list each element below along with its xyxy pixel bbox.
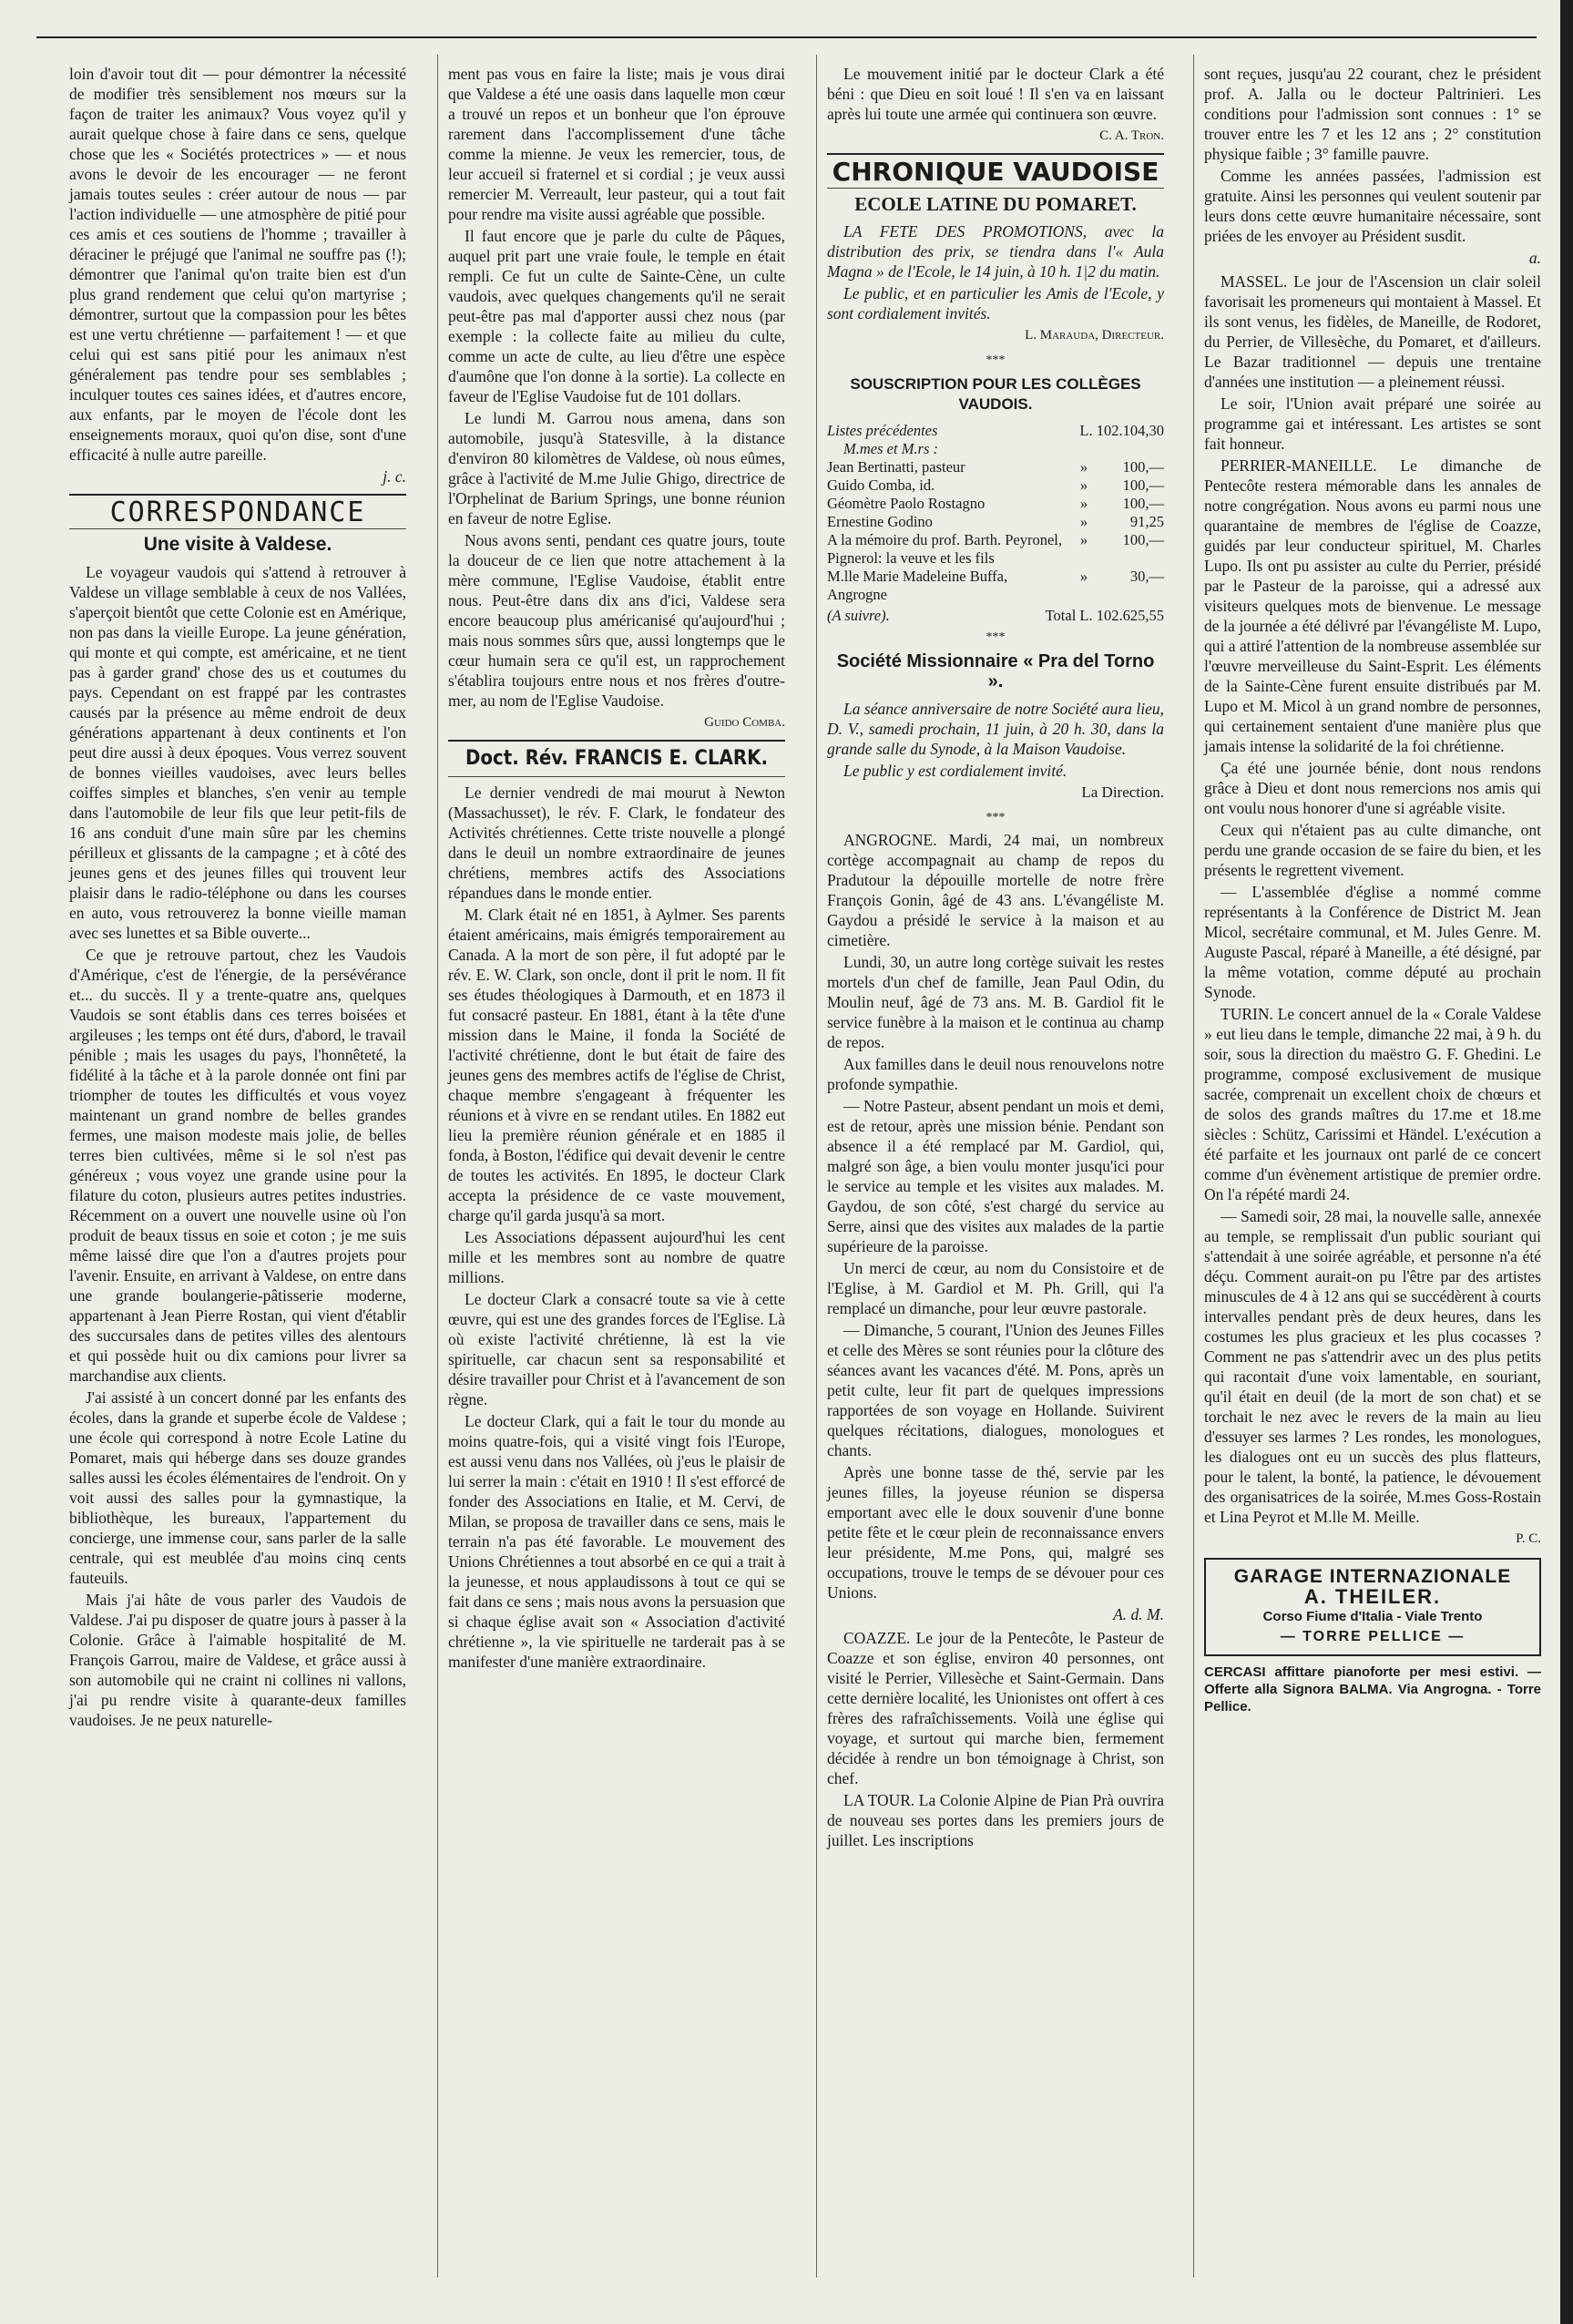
article-paragraph: M. Clark était né en 1851, à Aylmer. Ses parents étaient américains, mais émigrés temporairement au Canada. A la mort de son père, il fut adopté par le rév. E. W. Clark, son oncle, dont il prit le nom. Il fit ses études théologiques à Darmouth, et en 1873 il fut consacré pasteur. En 1881, étant à la tête d'une mission dans le Maine, il fonda la Société de l'activité chrétienne, dont le but était de faire des jeunes gens des membres actifs de l'église de Christ, chaque membre s'engageant à fréquenter les réunions et à vivre en se rendant utiles. En 1882 eut lieu la première réunion générale et en 1885 il fonda, à Boston, l'édifice qui devait devenir le centre de toutes les activités. En 1895, le docteur Clark accepta la présidence de ce vaste mouvement, charge qu'il garda jusqu'à sa mort. (448, 906, 785, 1224)
article-paragraph: Ceux qui n'étaient pas au culte dimanche, ont perdu une grande occasion de se faire du bien, et les présents le regrettent vivement. (1204, 821, 1541, 879)
subscription-donor: Ernestine Godino (827, 513, 933, 530)
subscription-donor: M.lle Marie Madeleine Buffa, Angrogne (827, 568, 1008, 603)
list-header (827, 422, 1164, 440)
list-header-amount: L. 102.104,30 (1079, 422, 1164, 439)
article-paragraph: Le dernier vendredi de mai mourut à Newton (Massachusset), le rév. F. Clark, le fondateur des Activités chrétiennes. Cette triste nouvelle a plongé dans le deuil un nombre extraordinaire de jeunes chrétiens, membres actifs des Associations répandues dans le monde entier. (448, 783, 785, 902)
section-title: CORRESPONDANCE (109, 497, 366, 528)
article-paragraph: Aux familles dans le deuil nous renouvelons notre profonde sympathie. (827, 1055, 1164, 1093)
total-amount: Total L. 102.625,55 (1045, 607, 1164, 624)
subscription-donor: Guido Comba, id. (827, 476, 935, 494)
article-paragraph: Le public, et en particulier les Amis de l'Ecole, y sont cordialement invités. (827, 284, 1164, 322)
article-paragraph: TURIN. Le concert annuel de la « Corale Valdese » eut lieu dans le temple, dimanche 22 mai, à 9 h. du soir, sous la direction du maëstro G. F. Ghedini. Le programme, composé exclusivement de musique sacrée, comprenait un excellent choix de chœurs et de solos des grands maîtres du 17.me et 18.me siècles : Schütz, Carissimi et Händel. L'exécution a été parfaite et les journaux ont parlé de ce concert comme d'un évènement artistique de premier ordre. On l'a répété mardi 24. (1204, 1005, 1541, 1203)
signature: a. (1528, 249, 1541, 267)
article-paragraph: — Samedi soir, 28 mai, la nouvelle salle, annexée au temple, se remplissait d'un public souriant qui s'attendait à une soirée agréable, et personne n'a été déçu. Comment aurait-on pu l'être par des artistes minuscules de 4 à 12 ans qui se succédèrent à courts intervalles pendant près de deux heures, dans les costumes les plus gracieux et les plus cocasses ? Comment ne pas s'attendrir avec un des plus petits qui racontait d'une voix lamentable, en souriant, qu'il était en deuil (de la mort de son chat) et se torchait le nez avec le revers de la main au lieu d'essuyer ses larmes ? Les rondes, les monologues, les dialogues ont eu un succès des plus flatteurs, pour le talent, la bonté, la patience, le dévouement des organisatrices de la soirée, M.mes Goss-Rostain et Lina Peyrot et M.lle M. Meille. (1204, 1207, 1541, 1526)
ad-address: Corso Fiume d'Italia - Viale Trento (1262, 1609, 1483, 1624)
section-rule (69, 528, 406, 529)
section-rule (69, 494, 406, 496)
separator-stars: *** (986, 811, 1006, 824)
subscription-amount: 30,— (1129, 568, 1164, 585)
ad-town: — TORRE PELLICE — (1280, 1629, 1466, 1644)
subscription-ditto-mark: » (1079, 495, 1088, 512)
article-paragraph: La séance anniversaire de notre Société aura lieu, D. V., samedi prochain, 11 juin, à 20 h. 30, dans la grande salle du Synode, à la Maison Vaudoise. (827, 700, 1164, 758)
article-paragraph: loin d'avoir tout dit — pour démontrer la nécessité de modifier très sensiblement nos mœurs sur la façon de traiter les animaux? Vous voyez qu'il y aurait quelque chose à faire dans ce sens, quelque chose que les « Sociétés protectrices » — et nous avons le devoir de les encourager — ne feront jamais toutes seules : créer autour de nous — par l'action individuelle — une atmosphère de pitié pour ces amis et ces soutiens de l'homme ; travailler à déraciner le préjugé que l'animal ne souffre pas (!); démontrer que l'animal qu'on traite bien est d'un plus grand rendement que celui qu'on martyrise ; démontrer, surtout que la compassion pour les bêtes est une vertu chrétienne — parfaitement ! — et que celui qui est sans pitié pour les animaux n'est généralement pas tendre pour ses semblables ; inculquer toutes ces saines idées, et d'autres encore, aux enfants, par le moyen de l'école dont les enseignements moraux, quoi qu'on dise, sont d'une efficacité à nulle autre pareille. (69, 65, 406, 464)
subscription-ditto-mark: » (1079, 476, 1088, 494)
article-paragraph: Ça été une journée bénie, dont nous rendons grâce à Dieu et dont nous remercions nos amis qui ont voulu nous honorer d'une si agréable visite. (1204, 759, 1541, 817)
signature: C. A. Tron. (1099, 128, 1164, 143)
article-paragraph: Mais j'ai hâte de vous parler des Vaudois de Valdese. J'ai pu disposer de quatre jours à passer à la Colonie. Grâce à l'aimable hospitalité de M. François Garrou, maire de Valdese, et grâce aussi à son automobile qui ne craint ni collines ni vallons, j'ai pu rendre visite à quarante-deux familles vaudoises. Je ne peux naturelle- (69, 1591, 406, 1729)
article-paragraph: PERRIER-MANEILLE. Le dimanche de Pentecôte restera mémorable dans les annales de notre congrégation. Nous avons eu parmi nous une quarantaine de membres de l'église de Coazze, guidés par leur conducteur spirituel, M. Charles Lupo. Ils ont pu assister au culte du Perrier, présidé par le Pasteur de la paroisse, qui a adressé aux visiteurs quelques mots de bienvenue. Le message de la journée a été délivré par l'évangéliste M. Lupo, qui a attiré l'attention de la nombreuse assemblée sur l'œuvre merveilleuse du Saint-Esprit. Les éléments de la Sainte-Cène furent ensuite distribués par M. Lupo et M. Micol à un grand nombre de personnes, qui certainement sentaient d'une manière plus que jamais intense la solidarité de la foi chrétienne. (1204, 456, 1541, 755)
column-2 (448, 64, 785, 1674)
article-paragraph: sont reçues, jusqu'au 22 courant, chez le président prof. A. Jalla ou le docteur Paltrinieri. Les conditions pour l'admission sont connues : 1° se trouver entre les 7 et les 12 ans ; 2° constitution physique faible ; 3° famille pauvre. (1204, 65, 1541, 163)
subscription-amount: 100,— (1122, 495, 1164, 512)
article-paragraph: Comme les années passées, l'admission est gratuite. Ainsi les personnes qui veulent soutenir par leurs dons cette œuvre humanitaire nécessaire, sont priées de les envoyer au Président susdit. (1204, 167, 1541, 245)
signature: L. Marauda, Directeur. (1025, 328, 1164, 343)
article-paragraph: Lundi, 30, un autre long cortège suivait les restes mortels d'un chef de famille, Jean Paul Odin, du Moulin neuf, âgé de 73 ans. M. B. Gardiol fit le service funèbre à la maison et le continua au champ de repos. (827, 953, 1164, 1051)
article-paragraph: Le lundi M. Garrou nous amena, dans son automobile, jusqu'à Statesville, à la distance d'environ 80 kilomètres de Valdese, où nous eûmes, grâce à l'activité de M.me Julie Ghigo, directrice de l'Orphelinat de Barium Springs, une bonne réunion en faveur de notre Eglise. (448, 409, 785, 527)
column-3 (827, 64, 1164, 1852)
article-paragraph: Le mouvement initié par le docteur Clark a été béni : que Dieu en soit loué ! Il s'en va en laissant après lui toute une armée qui continuera son œuvre. (827, 65, 1164, 123)
subscription-amount: 91,25 (1129, 513, 1164, 530)
subscription-row (827, 476, 1164, 495)
ad-title: GARAGE INTERNAZIONALE (1233, 1566, 1512, 1587)
article-paragraph: LA FETE DES PROMOTIONS, avec la distribution des prix, se tiendra dans l'« Aula Magna » de l'Ecole, le 14 juin, à 10 h. 1|2 du matin. (827, 222, 1164, 281)
section-rule (448, 740, 785, 742)
subscription-donor: Jean Bertinatti, pasteur (827, 458, 965, 476)
article-paragraph: Le voyageur vaudois qui s'attend à retrouver à Valdese un village semblable à ceux de nos Vallées, s'aperçoit bientôt que cette Colonie est en Amérique, non pas dans la vieille Europe. La jeune génération, qui monte et qui compte, est américaine, et ne tient pas à garder grand' chose des us et coutumes du pays. Cependant on est frappé par les contrastes causés par la présence au même endroit de deux générations appartenant à deux continents et l'on peut dire aussi à deux époques. Vous verrez souvent de bonnes vieilles vaudoises, avec leurs belles coiffes simples et blanches, s'en venir au temple dans l'automobile de leur fils que leur petit-fils de 16 ans conduit d'une main sûre par les chemins périlleux et glissants de la campagne ; et à côté des jeunes gens et des jeunes filles qui trouvent leur plaisir dans le radio-téléphone ou dans les courses en auto, vous retrouverez la bonne vieille maman avec ses lunettes et sa Bible ouverte... (69, 563, 406, 942)
article-paragraph: Le public y est cordialement invité. (843, 762, 1067, 780)
article-paragraph: Le docteur Clark a consacré toute sa vie à cette œuvre, qui est une des grandes forces de l'Eglise. Là où existe l'activité chrétienne, là est la vie spirituelle, car chacun sent sa responsabilité et désire travailler pour Christ et à l'avancement de son règne. (448, 1290, 785, 1408)
list-header-label: Listes précédentes (827, 422, 938, 439)
classified-ad: CERCASI affittare pianoforte per mesi estivi. — Offerte alla Signora BALMA. Via Angrogna. - Torre Pellice. (1204, 1664, 1541, 1715)
subscription-amount: 100,— (1122, 458, 1164, 476)
article-paragraph: MASSEL. Le jour de l'Ascension un clair soleil favorisait les promeneurs qui montaient à Massel. Et ils sont venus, les fidèles, de Maneille, de Rodoret, du Perrier, de Villesèche, du Pomaret, et d'ailleurs. Le Bazar traditionnel — depuis une trentaine d'années une institution — a pleinement réussi. (1204, 272, 1541, 391)
article-paragraph: Ce que je retrouve partout, chez les Vaudois d'Amérique, c'est de l'énergie, de la persévérance et... du succès. Il y a trente-quatre ans, quelques Vaudois se sont établis dans ces terres boisées et argileuses ; les temps ont été durs, d'abord, le travail pénible ; mais les usages du pays, l'honnêteté, la fidélité à la tâche et à la parole donnée ont fini par triompher de toutes les difficultés et vous voyez maintenant un grand nombre de belles grandes fermes, une maison modeste mais jolie, de belles terres bien cultivées, même si le sol n'est pas généreux ; vous voyez une grande usine pour la filature du coton, plusieurs autres petites industries. Récemment on a ouvert une nouvelle usine où l'on produit de beaux tissus en soie et coton ; je me suis même laissé dire que l'on a d'autres projets pour l'avenir. Ensuite, en arrivant à Valdese, on entre dans une grande boulangerie-pâtisserie moderne, appartenant à Jean Pierre Rostan, qui vient d'établir des succursales dans de petites villes des alentours et qui possède huit ou dix camions pour livrer sa marchandise aux clients. (69, 946, 406, 1385)
subscription-row (827, 568, 1164, 604)
article-paragraph: — Notre Pasteur, absent pendant un mois et demi, est de retour, après une mission bénie. Pendant son absence il a été remplacé par M. Gardiol, qui, malgré son âge, a bien voulu monter jusqu'ici pour le service au temple et les visites aux malades. M. Gaydou, de son côté, s'est chargé du service au Serre, ainsi que des visites aux malades de la partie supérieure de la paroisse. (827, 1097, 1164, 1255)
article-title: SOUSCRIPTION POUR LES COLLÈGES VAUDOIS. (850, 375, 1141, 413)
article-paragraph: Un merci de cœur, au nom du Consistoire et de l'Eglise, à M. Gardiol et M. Ph. Grill, qui l'a remplacé un dimanche, pour leur œuvre pastorale. (827, 1259, 1164, 1317)
article-paragraph: Il faut encore que je parle du culte de Pâques, auquel prit part une vraie foule, le temple en était rempli. Ce fut un culte de Sainte-Cène, un culte vaudois, avec quelques changements qu'il ne serait peut-être pas mal d'apporter aussi chez nous (par exemple : la collecte faite au milieu du culte, comme un acte de culte, au lieu d'être une espèce d'aumône que l'on donne à la sortie). La collecte en faveur de l'Eglise Vaudoise fut de 101 dollars. (448, 227, 785, 405)
separator-stars: *** (986, 630, 1006, 644)
to-be-continued: (A suivre). (827, 607, 890, 624)
article-paragraph: — Dimanche, 5 courant, l'Union des Jeunes Filles et celle des Mères se sont réunies pour la clôture des séances avant les vacances d'été. M. Pons, après un petit culte, leur fit part de quelques impressions rapportées de son voyage en Hollande. Suivirent quelques récitations, dialogues, monologues et chants. (827, 1321, 1164, 1459)
article-paragraph: Après une bonne tasse de thé, servie par les jeunes filles, la joyeuse réunion se dispersa emportant avec elle le doux souvenir d'une bonne petite fête et le cœur plein de reconnaissance envers leur présidente, M.me Pons, qui, malgré ses occupations, trouve le temps de se dévouer pour ces Unions. (827, 1463, 1164, 1602)
article-paragraph: J'ai assisté à un concert donné par les enfants des écoles, dans la grande et superbe école de Valdese ; une école qui correspond à notre Ecole Latine du Pomaret, mais qui héberge dans ses douze grandes salles aussi les écoles élémentaires de l'endroit. On y voit aussi des salles pour la gymnastique, la bibliothèque, les bureaux, l'appartement du concierge, une immense cour, sans parler de la salle centrale, qui est meublée d'au moins cinq cents fauteuils. (69, 1388, 406, 1587)
column-separator (1193, 55, 1194, 2278)
signature: Guido Comba. (704, 715, 785, 730)
section-rule (827, 188, 1164, 189)
top-rule (36, 36, 1537, 38)
column-separator (437, 55, 438, 2278)
subscription-donor: Géomètre Paolo Rostagno (827, 495, 986, 512)
article-paragraph: LA TOUR. La Colonie Alpine de Pian Prà ouvrira de nouveau ses portes dans les premiers jours de juillet. Les inscriptions (827, 1791, 1164, 1849)
list-subheader (827, 440, 1164, 458)
section-title: CHRONIQUE VAUDOISE (832, 157, 1159, 187)
section-rule (448, 776, 785, 777)
subscription-ditto-mark: » (1079, 531, 1088, 548)
article-title: Société Missionnaire « Pra del Torno ». (836, 651, 1155, 691)
article-title: ECOLE LATINE DU POMARET. (854, 193, 1137, 215)
subscription-row (827, 495, 1164, 513)
article-paragraph: Le docteur Clark, qui a fait le tour du monde au moins quatre-fois, qui a visité vingt fois l'Europe, est aussi venu dans nos Vallées, où j'eus le plaisir de lui serrer la main : c'était en 1910 ! Il s'est efforcé de fonder des Associations en Italie, et M. Cervi, de Milan, se proposa de travailler dans ce sens, mais le terrain n'a pas été favorable. Le mouvement des Unions Chrétiennes a tout absorbé en ce qui a trait à la jeunesse, et nous applaudissons à tout ce qui se fait dans ce sens ; mais nous avons la persuasion que si chaque église avait son « Association d'activité chrétienne », la vie spirituelle ne tarderait pas à se manifester d'une manière extraordinaire. (448, 1412, 785, 1671)
ad-owner: A. THEILER. (1303, 1585, 1442, 1608)
article-paragraph: ment pas vous en faire la liste; mais je vous dirai que Valdese a été une oasis dans laquelle mon cœur a trouvé un repos et un bonheur que l'on éprouve rarement dans l'accomplissement d'une tâche comme la mienne. Je veux les remercier, tous, de leur accueil si fraternel et si cordial ; je veux aussi remercier M. Verreault, leur pasteur, qui a tout fait pour rendre ma visite aussi agréable que possible. (448, 65, 785, 223)
article-paragraph: COAZZE. Le jour de la Pentecôte, le Pasteur de Coazze et son église, environ 40 personnes, ont visité le Perrier, Villesèche et Saint-Germain. Dans cette dernière localité, les Unionistes ont offert à ces frères des rafraîchissements. Voilà une église qui voyage, et surtout qui marche bien, fermement décidée à rendre un bon témoignage à Christ, son chef. (827, 1629, 1164, 1787)
subscription-ditto-mark: » (1079, 513, 1088, 530)
signature: j. c. (383, 467, 406, 486)
total-row (827, 606, 1164, 626)
signature: P. C. (1516, 1531, 1541, 1546)
column-1 (69, 64, 406, 1732)
list-subheader-label: M.mes et M.rs : (843, 440, 939, 457)
signature: A. d. M. (1113, 1605, 1164, 1623)
subscription-amount: 100,— (1122, 476, 1164, 494)
subscription-ditto-mark: » (1079, 458, 1088, 476)
section-rule (827, 153, 1164, 155)
garage-advertisement (1204, 1558, 1541, 1656)
article-paragraph: ANGROGNE. Mardi, 24 mai, un nombreux cortège accompagnait au champ de repos du Pradutour la dépouille mortelle de notre frère François Gonin, âgé de 43 ans. L'évangéliste M. Gaydou a présidé le service à la maison et au cimetière. (827, 831, 1164, 949)
subscription-row (827, 513, 1164, 531)
article-paragraph: Le soir, l'Union avait préparé une soirée au programme gai et intéressant. Les artistes se sont fait honneur. (1204, 394, 1541, 453)
subscription-amount: 100,— (1122, 531, 1164, 548)
subscription-row (827, 531, 1164, 568)
signature: La Direction. (1081, 783, 1164, 801)
separator-stars: *** (986, 353, 1006, 367)
article-paragraph: Les Associations dépassent aujourd'hui les cent mille et les membres sont au nombre de quatre millions. (448, 1228, 785, 1286)
subscription-row (827, 458, 1164, 476)
subscription-ditto-mark: » (1079, 568, 1088, 585)
article-paragraph: Nous avons senti, pendant ces quatre jours, toute la douceur de ce lien que notre attachement à la mère commune, l'Eglise Vaudoise, établit entre nous. Peut-être dans dix ans d'ici, Valdese sera encore beaucoup plus américanisé qu'aujourd'hui ; mais nous sommes sûrs que, aussi longtemps que le cœur humain sera ce qu'il est, un rapprochement s'établira toujours entre nous et nos frères d'outre-mer, au nom de l'Eglise Vaudoise. (448, 531, 785, 710)
column-4 (1204, 64, 1541, 1715)
page-edge (1560, 0, 1573, 2324)
article-title: Doct. Rév. FRANCIS E. CLARK. (465, 747, 768, 770)
subscription-list (827, 458, 1164, 604)
article-title: Une visite à Valdese. (143, 534, 332, 555)
subscription-donor: A la mémoire du prof. Barth. Peyronel, Pignerol: la veuve et les fils (827, 531, 1062, 567)
column-separator (816, 55, 817, 2278)
article-paragraph: — L'assemblée d'église a nommé comme représentants à la Conférence de District M. Jean Micol, secrétaire communal, et M. Jules Genre. M. Auguste Pascal, réparé à Maneille, a été désigné, par la même votation, comme député au prochain Synode. (1204, 883, 1541, 1001)
